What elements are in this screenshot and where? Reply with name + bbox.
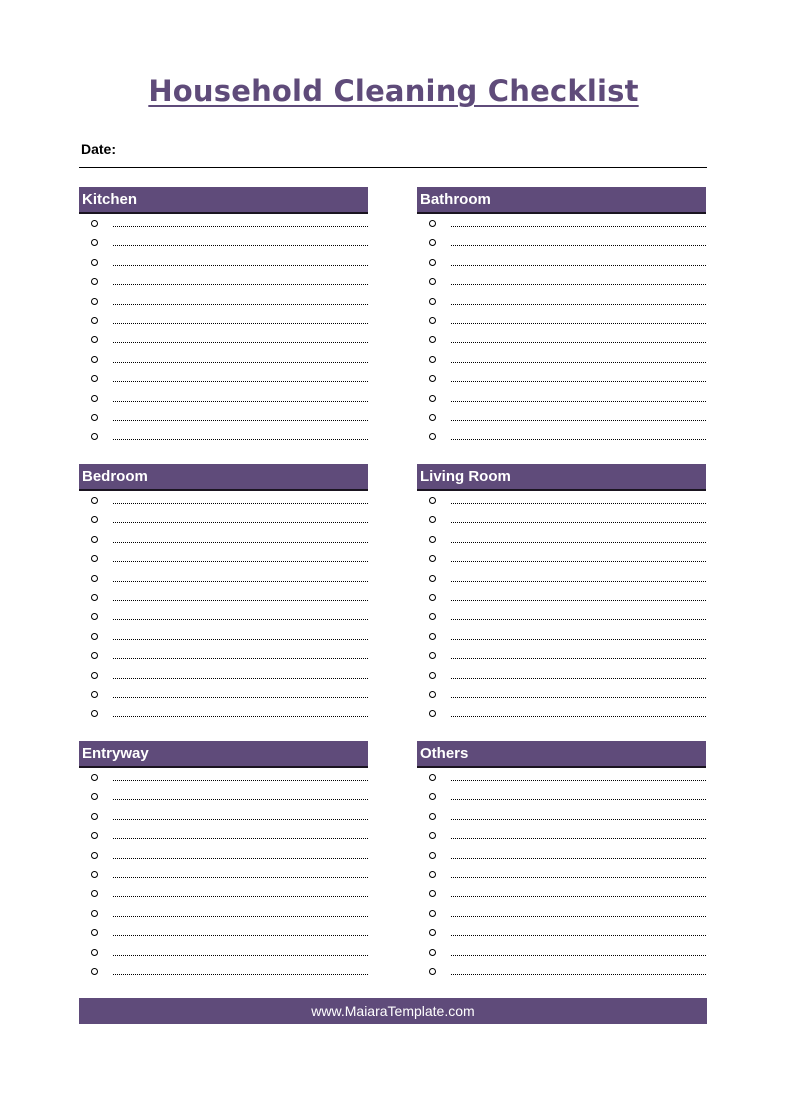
checklist-item[interactable] [417, 846, 706, 865]
circle-bullet-icon[interactable] [91, 356, 98, 363]
checklist [417, 491, 706, 724]
checklist-item[interactable] [417, 510, 706, 529]
write-in-line[interactable] [451, 581, 706, 582]
checklist-item[interactable] [79, 569, 368, 588]
section-header: Bedroom [79, 464, 368, 491]
circle-bullet-icon[interactable] [91, 774, 98, 781]
write-in-line[interactable] [113, 401, 368, 402]
write-in-line[interactable] [113, 639, 368, 640]
checklist-item[interactable] [79, 330, 368, 349]
write-in-line[interactable] [451, 561, 706, 562]
checklist-item[interactable] [79, 884, 368, 903]
checklist-item[interactable] [417, 292, 706, 311]
circle-bullet-icon[interactable] [429, 633, 436, 640]
write-in-line[interactable] [113, 799, 368, 800]
write-in-line[interactable] [451, 974, 706, 975]
circle-bullet-icon[interactable] [91, 910, 98, 917]
checklist-item[interactable] [417, 646, 706, 665]
checklist-item[interactable] [417, 685, 706, 704]
circle-bullet-icon[interactable] [429, 949, 436, 956]
footer-banner: www.MaiaraTemplate.com [79, 998, 707, 1024]
circle-bullet-icon[interactable] [91, 395, 98, 402]
checklist-item[interactable] [79, 904, 368, 923]
write-in-line[interactable] [113, 619, 368, 620]
circle-bullet-icon[interactable] [91, 852, 98, 859]
circle-bullet-icon[interactable] [429, 890, 436, 897]
checklist-item[interactable] [417, 904, 706, 923]
circle-bullet-icon[interactable] [91, 691, 98, 698]
write-in-line[interactable] [113, 265, 368, 266]
circle-bullet-icon[interactable] [91, 968, 98, 975]
circle-bullet-icon[interactable] [429, 852, 436, 859]
circle-bullet-icon[interactable] [429, 710, 436, 717]
checklist-item[interactable] [79, 787, 368, 806]
circle-bullet-icon[interactable] [429, 594, 436, 601]
checklist-item[interactable] [417, 549, 706, 568]
circle-bullet-icon[interactable] [429, 414, 436, 421]
write-in-line[interactable] [451, 304, 706, 305]
section-living-room [417, 464, 706, 724]
checklist-item[interactable] [417, 253, 706, 272]
write-in-line[interactable] [113, 678, 368, 679]
circle-bullet-icon[interactable] [429, 793, 436, 800]
checklist-item[interactable] [79, 826, 368, 845]
checklist [79, 768, 368, 981]
circle-bullet-icon[interactable] [429, 433, 436, 440]
checklist-item[interactable] [417, 389, 706, 408]
circle-bullet-icon[interactable] [429, 575, 436, 582]
circle-bullet-icon[interactable] [429, 239, 436, 246]
write-in-line[interactable] [113, 503, 368, 504]
write-in-line[interactable] [113, 838, 368, 839]
circle-bullet-icon[interactable] [91, 516, 98, 523]
checklist-item[interactable] [79, 350, 368, 369]
circle-bullet-icon[interactable] [91, 793, 98, 800]
write-in-line[interactable] [113, 600, 368, 601]
circle-bullet-icon[interactable] [429, 613, 436, 620]
write-in-line[interactable] [451, 362, 706, 363]
circle-bullet-icon[interactable] [91, 813, 98, 820]
circle-bullet-icon[interactable] [91, 220, 98, 227]
page-title: Household Cleaning Checklist [148, 74, 639, 108]
circle-bullet-icon[interactable] [91, 298, 98, 305]
write-in-line[interactable] [113, 304, 368, 305]
checklist-item[interactable] [79, 292, 368, 311]
checklist-item[interactable] [417, 427, 706, 446]
write-in-line[interactable] [451, 439, 706, 440]
checklist-item[interactable] [79, 408, 368, 427]
section-header: Bathroom [417, 187, 706, 214]
write-in-line[interactable] [113, 323, 368, 324]
circle-bullet-icon[interactable] [91, 832, 98, 839]
circle-bullet-icon[interactable] [91, 555, 98, 562]
write-in-line[interactable] [451, 896, 706, 897]
circle-bullet-icon[interactable] [91, 433, 98, 440]
write-in-line[interactable] [113, 420, 368, 421]
checklist-item[interactable] [417, 588, 706, 607]
write-in-line[interactable] [451, 420, 706, 421]
circle-bullet-icon[interactable] [91, 497, 98, 504]
write-in-line[interactable] [451, 955, 706, 956]
circle-bullet-icon[interactable] [91, 633, 98, 640]
write-in-line[interactable] [451, 284, 706, 285]
write-in-line[interactable] [113, 542, 368, 543]
write-in-line[interactable] [113, 522, 368, 523]
checklist-item[interactable] [417, 311, 706, 330]
write-in-line[interactable] [451, 916, 706, 917]
checklist-item[interactable] [417, 491, 706, 510]
checklist-item[interactable] [79, 607, 368, 626]
circle-bullet-icon[interactable] [91, 949, 98, 956]
circle-bullet-icon[interactable] [429, 278, 436, 285]
checklist [417, 768, 706, 981]
write-in-line[interactable] [451, 935, 706, 936]
date-input-line[interactable] [79, 167, 707, 168]
checklist-item[interactable] [417, 369, 706, 388]
circle-bullet-icon[interactable] [91, 929, 98, 936]
circle-bullet-icon[interactable] [429, 910, 436, 917]
checklist-item[interactable] [417, 865, 706, 884]
checklist-item[interactable] [417, 807, 706, 826]
section-header: Living Room [417, 464, 706, 491]
write-in-line[interactable] [113, 974, 368, 975]
circle-bullet-icon[interactable] [429, 774, 436, 781]
circle-bullet-icon[interactable] [91, 375, 98, 382]
checklist-item[interactable] [79, 923, 368, 942]
checklist-item[interactable] [79, 311, 368, 330]
write-in-line[interactable] [451, 600, 706, 601]
write-in-line[interactable] [451, 226, 706, 227]
checklist-item[interactable] [417, 787, 706, 806]
write-in-line[interactable] [451, 858, 706, 859]
write-in-line[interactable] [451, 619, 706, 620]
checklist-item[interactable] [417, 627, 706, 646]
circle-bullet-icon[interactable] [429, 298, 436, 305]
section-header: Entryway [79, 741, 368, 768]
write-in-line[interactable] [113, 697, 368, 698]
write-in-line[interactable] [451, 542, 706, 543]
checklist-item[interactable] [79, 214, 368, 233]
checklist-item[interactable] [79, 962, 368, 981]
checklist-item[interactable] [417, 330, 706, 349]
circle-bullet-icon[interactable] [429, 832, 436, 839]
circle-bullet-icon[interactable] [429, 516, 436, 523]
checklist-item[interactable] [417, 943, 706, 962]
write-in-line[interactable] [451, 678, 706, 679]
write-in-line[interactable] [451, 716, 706, 717]
write-in-line[interactable] [113, 877, 368, 878]
section-bedroom [79, 464, 368, 724]
write-in-line[interactable] [113, 896, 368, 897]
write-in-line[interactable] [113, 226, 368, 227]
checklist-item[interactable] [417, 923, 706, 942]
checklist-item[interactable] [79, 685, 368, 704]
circle-bullet-icon[interactable] [429, 652, 436, 659]
write-in-line[interactable] [451, 503, 706, 504]
checklist-item[interactable] [417, 233, 706, 252]
checklist-item[interactable] [79, 549, 368, 568]
checklist-item[interactable] [79, 369, 368, 388]
circle-bullet-icon[interactable] [91, 278, 98, 285]
write-in-line[interactable] [451, 245, 706, 246]
checklist-item[interactable] [79, 768, 368, 787]
circle-bullet-icon[interactable] [91, 575, 98, 582]
checklist-item[interactable] [79, 491, 368, 510]
checklist-item[interactable] [79, 646, 368, 665]
circle-bullet-icon[interactable] [91, 594, 98, 601]
circle-bullet-icon[interactable] [91, 336, 98, 343]
write-in-line[interactable] [113, 561, 368, 562]
circle-bullet-icon[interactable] [91, 672, 98, 679]
circle-bullet-icon[interactable] [429, 375, 436, 382]
write-in-line[interactable] [113, 819, 368, 820]
write-in-line[interactable] [451, 342, 706, 343]
date-label: Date: [81, 141, 117, 157]
write-in-line[interactable] [113, 362, 368, 363]
write-in-line[interactable] [113, 342, 368, 343]
write-in-line[interactable] [451, 838, 706, 839]
write-in-line[interactable] [451, 819, 706, 820]
checklist-item[interactable] [417, 530, 706, 549]
circle-bullet-icon[interactable] [429, 672, 436, 679]
write-in-line[interactable] [113, 581, 368, 582]
checklist-item[interactable] [79, 704, 368, 723]
section-bathroom [417, 187, 706, 447]
write-in-line[interactable] [451, 522, 706, 523]
write-in-line[interactable] [451, 381, 706, 382]
circle-bullet-icon[interactable] [91, 536, 98, 543]
write-in-line[interactable] [113, 935, 368, 936]
circle-bullet-icon[interactable] [91, 652, 98, 659]
section-others [417, 741, 706, 981]
checklist-item[interactable] [79, 272, 368, 291]
section-header: Others [417, 741, 706, 768]
write-in-line[interactable] [113, 245, 368, 246]
circle-bullet-icon[interactable] [91, 317, 98, 324]
circle-bullet-icon[interactable] [429, 929, 436, 936]
checklist-item[interactable] [417, 704, 706, 723]
checklist-item[interactable] [79, 588, 368, 607]
checklist-item[interactable] [417, 214, 706, 233]
checklist-item[interactable] [417, 569, 706, 588]
write-in-line[interactable] [113, 780, 368, 781]
circle-bullet-icon[interactable] [91, 259, 98, 266]
circle-bullet-icon[interactable] [429, 968, 436, 975]
write-in-line[interactable] [113, 439, 368, 440]
write-in-line[interactable] [113, 955, 368, 956]
checklist-item[interactable] [417, 272, 706, 291]
write-in-line[interactable] [451, 265, 706, 266]
circle-bullet-icon[interactable] [429, 259, 436, 266]
checklist-item[interactable] [79, 389, 368, 408]
checklist-item[interactable] [79, 427, 368, 446]
checklist-item[interactable] [417, 607, 706, 626]
circle-bullet-icon[interactable] [429, 813, 436, 820]
circle-bullet-icon[interactable] [91, 414, 98, 421]
circle-bullet-icon[interactable] [429, 497, 436, 504]
checklist-item[interactable] [79, 846, 368, 865]
write-in-line[interactable] [451, 780, 706, 781]
write-in-line[interactable] [451, 658, 706, 659]
write-in-line[interactable] [113, 716, 368, 717]
write-in-line[interactable] [451, 697, 706, 698]
write-in-line[interactable] [113, 381, 368, 382]
checklist-item[interactable] [79, 510, 368, 529]
section-kitchen [79, 187, 368, 447]
checklist-item[interactable] [417, 768, 706, 787]
checklist-item[interactable] [417, 826, 706, 845]
circle-bullet-icon[interactable] [429, 395, 436, 402]
write-in-line[interactable] [113, 658, 368, 659]
checklist-item[interactable] [417, 884, 706, 903]
circle-bullet-icon[interactable] [429, 336, 436, 343]
checklist-item[interactable] [417, 408, 706, 427]
write-in-line[interactable] [451, 323, 706, 324]
circle-bullet-icon[interactable] [429, 317, 436, 324]
checklist [417, 214, 706, 447]
checklist-item[interactable] [79, 666, 368, 685]
write-in-line[interactable] [113, 916, 368, 917]
write-in-line[interactable] [113, 284, 368, 285]
section-entryway [79, 741, 368, 981]
write-in-line[interactable] [451, 799, 706, 800]
circle-bullet-icon[interactable] [429, 555, 436, 562]
circle-bullet-icon[interactable] [91, 871, 98, 878]
checklist-item[interactable] [79, 253, 368, 272]
checklist [79, 214, 368, 447]
circle-bullet-icon[interactable] [91, 613, 98, 620]
section-header: Kitchen [79, 187, 368, 214]
write-in-line[interactable] [113, 858, 368, 859]
circle-bullet-icon[interactable] [91, 890, 98, 897]
checklist-item[interactable] [79, 865, 368, 884]
checklist-item[interactable] [79, 530, 368, 549]
circle-bullet-icon[interactable] [429, 691, 436, 698]
checklist-item[interactable] [417, 350, 706, 369]
circle-bullet-icon[interactable] [429, 871, 436, 878]
write-in-line[interactable] [451, 401, 706, 402]
write-in-line[interactable] [451, 639, 706, 640]
circle-bullet-icon[interactable] [429, 220, 436, 227]
circle-bullet-icon[interactable] [429, 356, 436, 363]
checklist-item[interactable] [79, 233, 368, 252]
circle-bullet-icon[interactable] [91, 239, 98, 246]
checklist-item[interactable] [79, 943, 368, 962]
circle-bullet-icon[interactable] [91, 710, 98, 717]
checklist-item[interactable] [79, 627, 368, 646]
checklist-item[interactable] [79, 807, 368, 826]
circle-bullet-icon[interactable] [429, 536, 436, 543]
checklist-item[interactable] [417, 962, 706, 981]
checklist [79, 491, 368, 724]
checklist-item[interactable] [417, 666, 706, 685]
write-in-line[interactable] [451, 877, 706, 878]
